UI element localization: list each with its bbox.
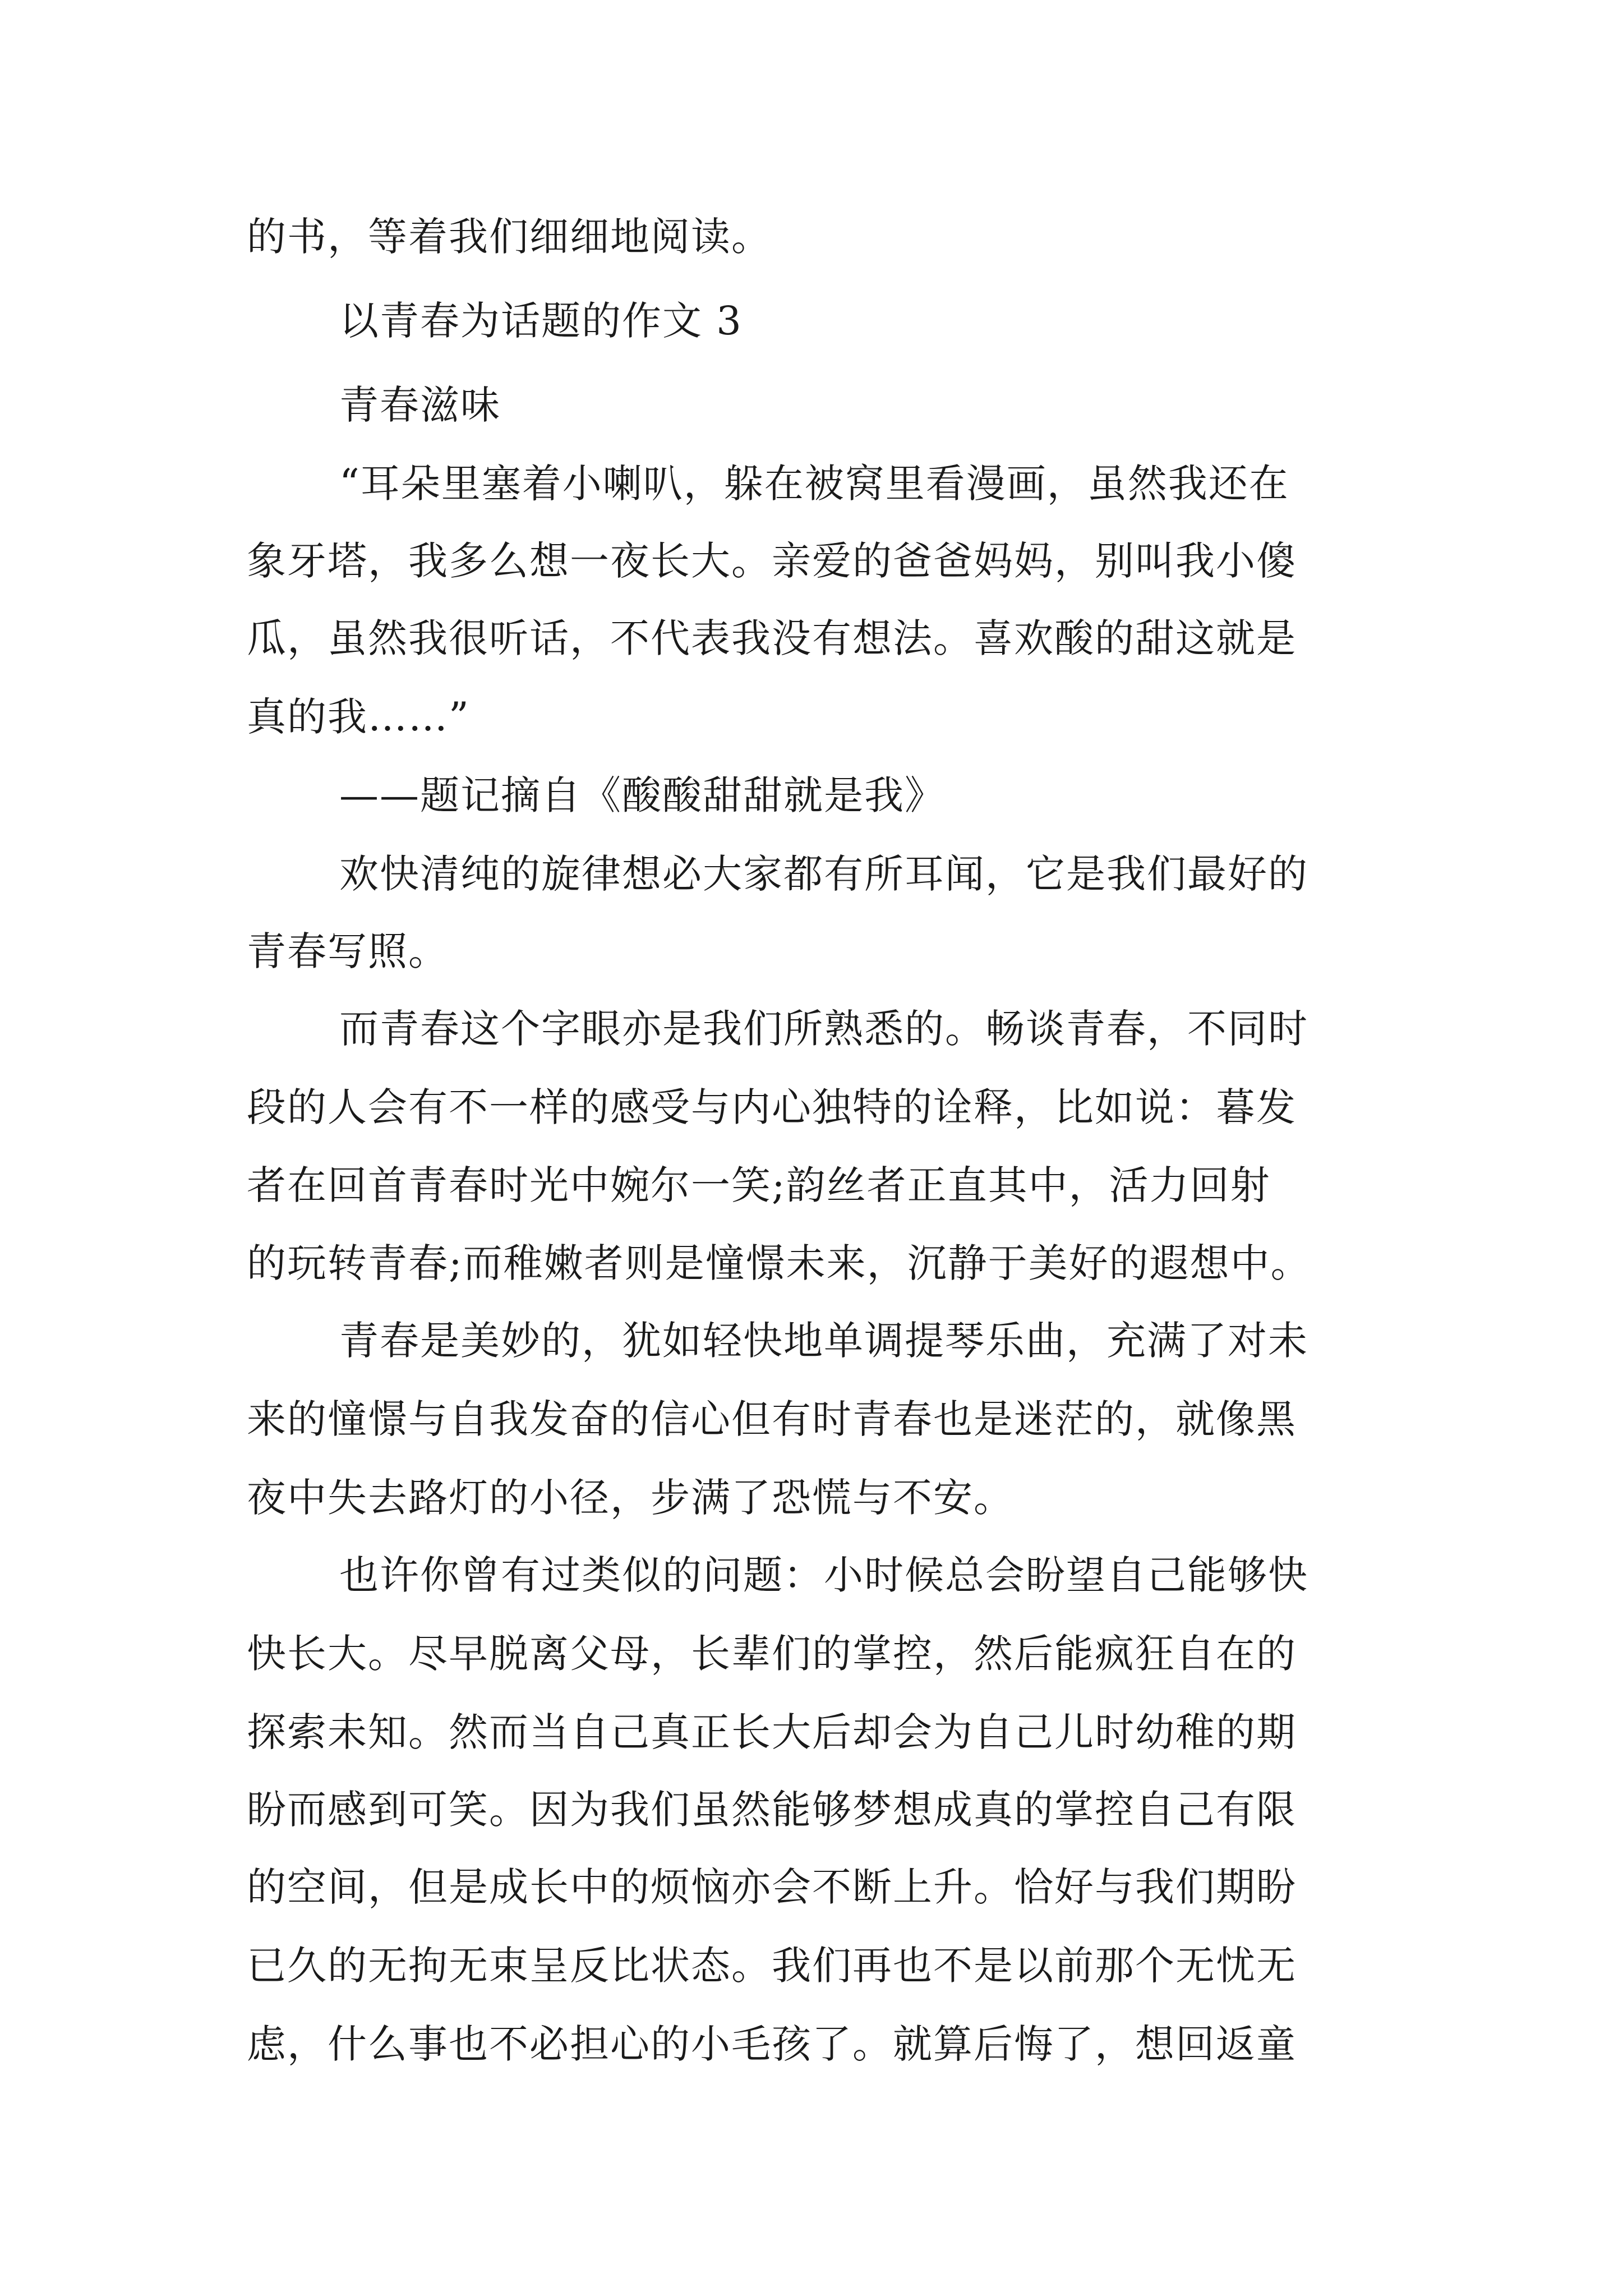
text-line: 夜中失去路灯的小径，步满了恐慌与不安。 <box>247 1475 1014 1521</box>
text-line: “耳朵里塞着小喇叭，躲在被窝里看漫画，虽然我还在 <box>339 461 1289 507</box>
text-line: 者在回首青春时光中婉尔一笑;韵丝者正直其中，活力回射 <box>247 1162 1271 1208</box>
text-line: 青春是美妙的，犹如轻快地单调提琴乐曲，充满了对未 <box>339 1318 1308 1364</box>
essay-title: 青春滋味 <box>339 382 501 428</box>
text-line: 瓜，虽然我很听话，不代表我没有想法。喜欢酸的甜这就是 <box>247 615 1297 661</box>
epigraph-source: ——题记摘自《酸酸甜甜就是我》 <box>339 772 945 818</box>
text-line: 盼而感到可笑。因为我们虽然能够梦想成真的掌控自己有限 <box>247 1787 1297 1833</box>
text-line: 的书，等着我们细细地阅读。 <box>247 214 772 260</box>
text-line: 虑，什么事也不必担心的小毛孩了。就算后悔了，想回返童 <box>247 2021 1297 2067</box>
text-line: 真的我……” <box>247 694 470 740</box>
text-line: 青春写照。 <box>247 928 449 974</box>
text-line: 象牙塔，我多么想一夜长大。亲爱的爸爸妈妈，别叫我小傻 <box>247 538 1297 584</box>
text-line: 快长大。尽早脱离父母，长辈们的掌控，然后能疯狂自在的 <box>247 1631 1297 1677</box>
text-line: 来的憧憬与自我发奋的信心但有时青春也是迷茫的，就像黑 <box>247 1396 1297 1442</box>
text-line: 而青春这个字眼亦是我们所熟悉的。畅谈青春，不同时 <box>339 1006 1308 1052</box>
text-line: 段的人会有不一样的感受与内心独特的诠释，比如说：暮发 <box>247 1084 1297 1130</box>
text-line: 的玩转青春;而稚嫩者则是憧憬未来，沉静于美好的遐想中。 <box>247 1240 1311 1286</box>
essay-heading: 以青春为话题的作文 3 <box>339 298 743 344</box>
text-line: 探索未知。然而当自己真正长大后却会为自己儿时幼稚的期 <box>247 1709 1297 1755</box>
text-line: 也许你曾有过类似的问题：小时候总会盼望自己能够快 <box>339 1552 1308 1598</box>
text-line: 已久的无拘无束呈反比状态。我们再也不是以前那个无忧无 <box>247 1943 1297 1989</box>
text-line: 欢快清纯的旋律想必大家都有所耳闻，它是我们最好的 <box>339 851 1308 897</box>
text-line: 的空间，但是成长中的烦恼亦会不断上升。恰好与我们期盼 <box>247 1864 1297 1910</box>
